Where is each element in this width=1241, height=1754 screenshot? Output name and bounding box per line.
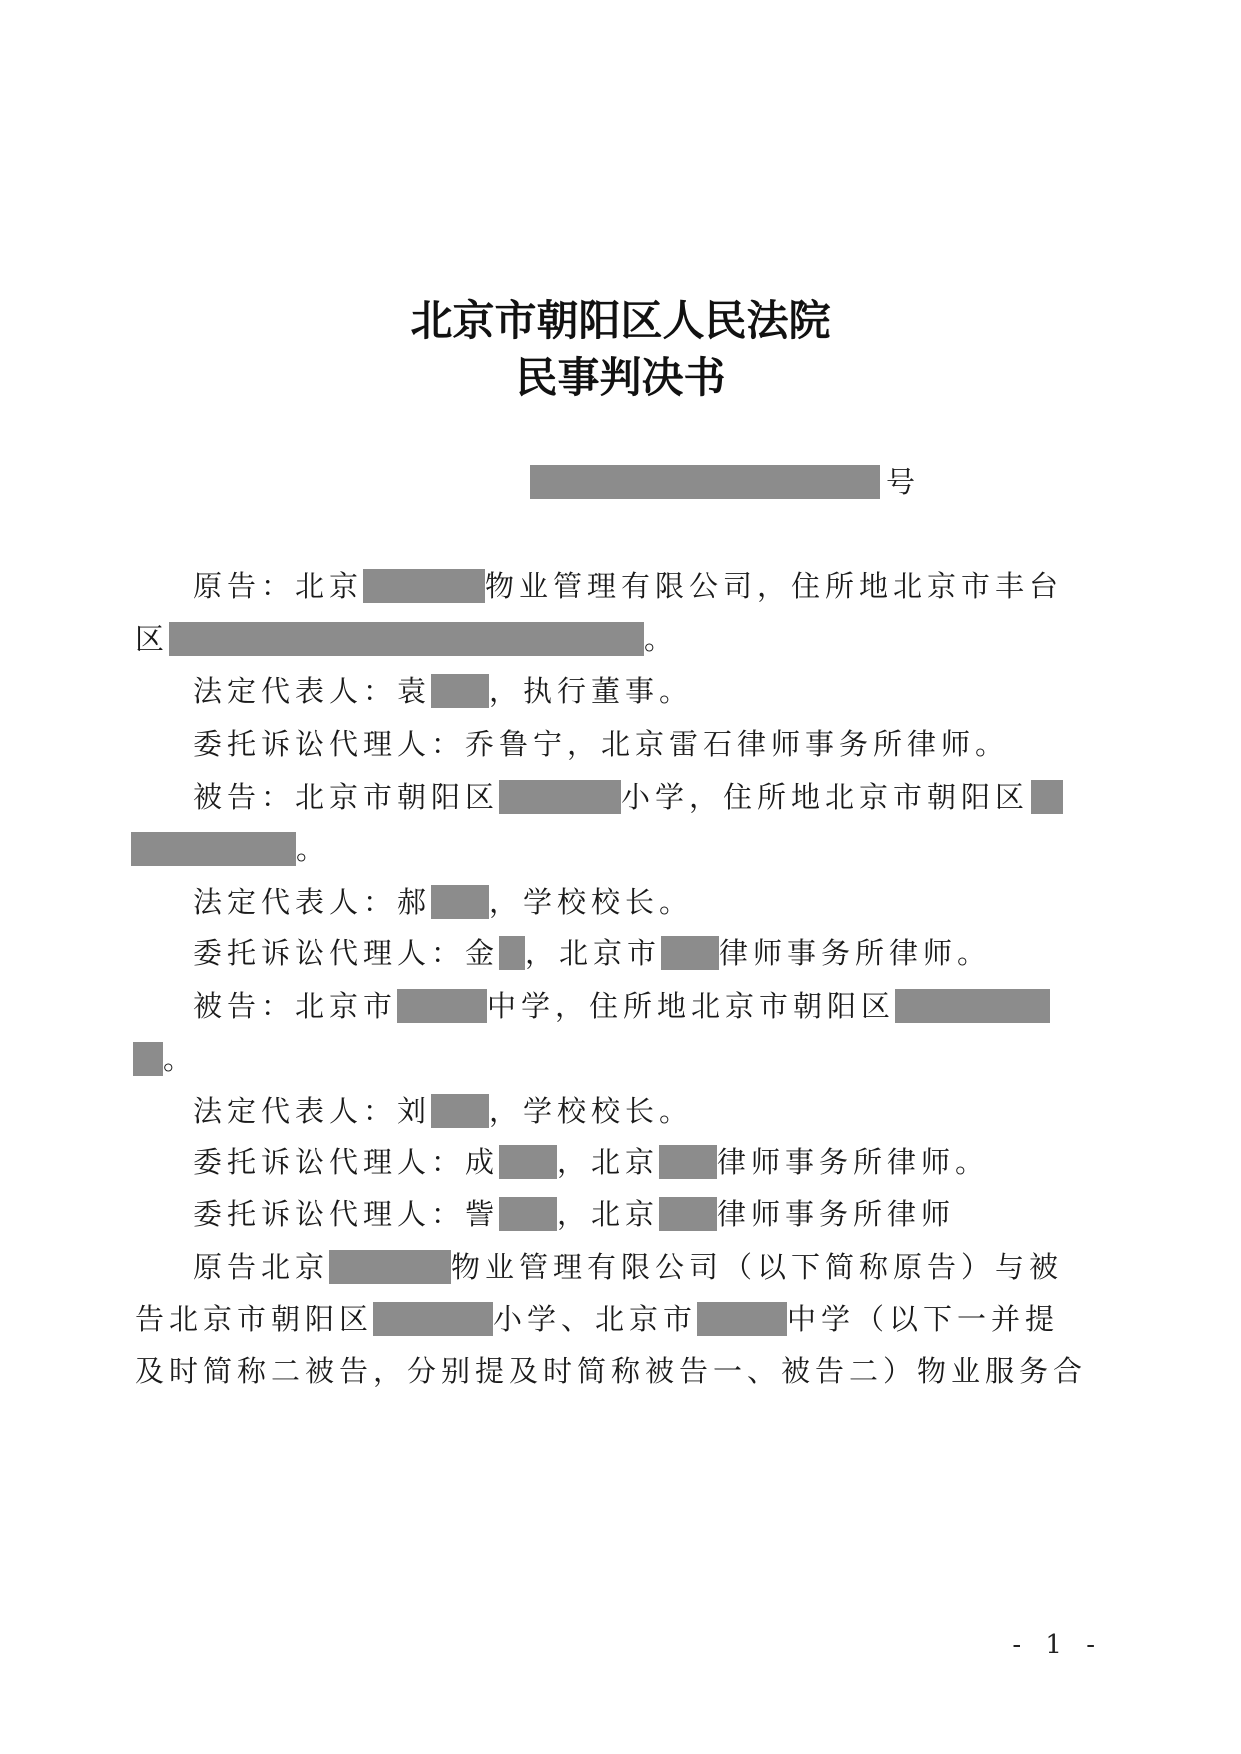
text-fragment: 委托诉讼代理人：乔鲁宁，北京雷石律师事务所律师。: [193, 727, 1010, 761]
defendant-one-address-line: [131, 827, 330, 871]
defendant-two-agent-one-line: [193, 1140, 989, 1184]
defendant-one-agent-line: [193, 931, 991, 975]
redaction-block: [661, 936, 719, 970]
redaction-block: [659, 1145, 717, 1179]
text-fragment: 告北京市朝阳区: [135, 1302, 374, 1336]
text-fragment: 。: [163, 1042, 198, 1076]
text-fragment: 小学，住所地北京市朝阳区: [621, 780, 1030, 814]
text-fragment: 律师事务所律师。: [719, 936, 992, 970]
redaction-block: [659, 1197, 717, 1231]
redaction-block: [363, 569, 485, 603]
redaction-block: [895, 989, 1050, 1023]
defendant-one-legal-rep-line: [193, 880, 693, 924]
redaction-block: [499, 780, 621, 814]
redaction-block: [697, 1302, 787, 1336]
text-fragment: 中学，住所地北京市朝阳区: [487, 989, 896, 1023]
redaction-block: [499, 1145, 557, 1179]
redaction-block: [329, 1250, 451, 1284]
plaintiff-address-line: [135, 617, 678, 661]
text-fragment: 被告：北京市: [193, 989, 398, 1023]
defendant-two-address-line: [133, 1037, 197, 1081]
text-fragment: 中学（以下一并提: [787, 1302, 1060, 1336]
redaction-block: [499, 936, 525, 970]
case-summary-line-2: [135, 1297, 1059, 1341]
text-fragment: 法定代表人：郝: [193, 885, 432, 919]
text-fragment: ，北京市: [525, 936, 662, 970]
text-fragment: 及时简称二被告，分别提及时简称被告一、被告二）物业服务合: [135, 1354, 1088, 1388]
plaintiff-line: [193, 564, 1063, 608]
case-number-suffix: 号: [886, 465, 921, 499]
plaintiff-legal-rep-line: [193, 669, 693, 713]
defendant-one-line: [193, 775, 1063, 819]
text-fragment: ，北京: [557, 1145, 660, 1179]
redaction-block: [133, 1042, 163, 1076]
defendant-two-agent-two-line: [193, 1192, 955, 1236]
text-fragment: 。: [296, 832, 331, 866]
redaction-block: [431, 674, 489, 708]
text-fragment: 律师事务所律师: [717, 1197, 956, 1231]
text-fragment: ，北京: [557, 1197, 660, 1231]
text-fragment: 委托诉讼代理人：訾: [193, 1197, 500, 1231]
text-fragment: 法定代表人：刘: [193, 1094, 432, 1128]
redaction-block: [431, 1094, 489, 1128]
court-title: 北京市朝阳区人民法院: [410, 296, 831, 345]
text-fragment: 。: [644, 622, 679, 656]
text-fragment: 原告：北京: [193, 569, 364, 603]
redaction-block: [530, 465, 880, 499]
document-type-title: 民事判决书: [515, 353, 726, 402]
case-summary-line-3: [135, 1349, 1087, 1393]
redaction-block: [169, 622, 644, 656]
text-fragment: 被告：北京市朝阳区: [193, 780, 500, 814]
page-number: - 1 -: [1012, 1630, 1103, 1660]
redaction-block: [431, 885, 489, 919]
redaction-block: [1031, 780, 1063, 814]
case-number-line: [530, 460, 920, 504]
redaction-block: [397, 989, 487, 1023]
text-fragment: 物业管理有限公司（以下简称原告）与被: [451, 1250, 1064, 1284]
text-fragment: 委托诉讼代理人：金: [193, 936, 500, 970]
redaction-block: [131, 832, 296, 866]
text-fragment: 律师事务所律师。: [717, 1145, 990, 1179]
plaintiff-agent-line: [193, 722, 1009, 766]
text-fragment: 法定代表人：袁: [193, 674, 432, 708]
redaction-block: [373, 1302, 493, 1336]
text-fragment: ，学校校长。: [489, 1094, 694, 1128]
text-fragment: ，执行董事。: [489, 674, 694, 708]
text-fragment: 小学、北京市: [493, 1302, 698, 1336]
text-fragment: 物业管理有限公司，住所地北京市丰台: [485, 569, 1064, 603]
text-fragment: ，学校校长。: [489, 885, 694, 919]
redaction-block: [499, 1197, 557, 1231]
case-summary-line-1: [193, 1245, 1063, 1289]
defendant-two-line: [193, 984, 1050, 1028]
defendant-two-legal-rep-line: [193, 1089, 693, 1133]
text-fragment: 区: [135, 622, 170, 656]
text-fragment: 原告北京: [193, 1250, 330, 1284]
text-fragment: 委托诉讼代理人：成: [193, 1145, 500, 1179]
